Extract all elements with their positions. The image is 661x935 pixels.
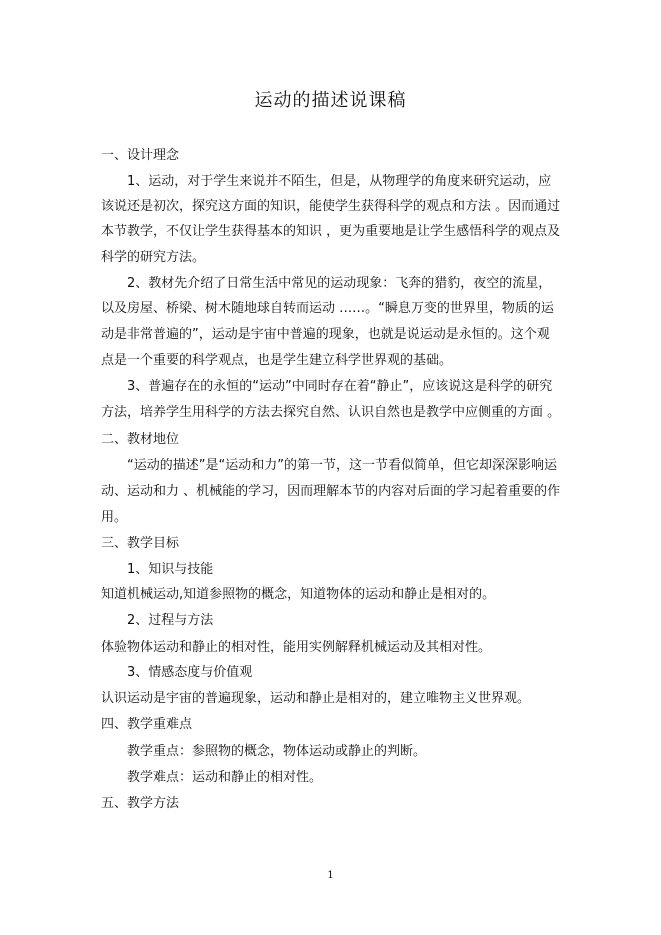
paragraph-line: 方法，培养学生用科学的方法去探究自然、认识自然也是教学中应侧重的方面 。 (101, 405, 561, 420)
paragraph-line: 动、运动和力 、机械能的学习，因而理解本节的内容对后面的学习起着重要的作 (101, 484, 561, 499)
paragraph-line: 1、运动，对于学生来说并不陌生，但是，从物理学的角度来研究运动，应 (127, 174, 552, 189)
paragraph-line: 用。 (101, 510, 128, 525)
paragraph-line: 2、教材先介绍了日常生活中常见的运动现象：飞奔的猎豹，夜空的流星， (127, 276, 552, 291)
subsection-heading: 3、情感态度与价值观 (127, 665, 253, 680)
paragraph-line: 体验物体运动和静止的相对性，能用实例解释机械运动及其相对性。 (101, 640, 492, 655)
paragraph-line: 以及房屋、桥梁、树木随地球自转而运动 ……。“瞬息万变的世界里，物质的运 (101, 301, 554, 316)
paragraph-line: “运动的描述”是“运动和力”的第一节，这一节看似简单，但它却深深影响运 (127, 458, 557, 473)
section-heading: 一、设计理念 (101, 148, 180, 163)
page-number: 1 (327, 870, 334, 881)
document-title: 运动的描述说课稿 (254, 90, 407, 111)
subsection-heading: 1、知识与技能 (127, 562, 214, 577)
paragraph-line: 本节教学，不仅让学生获得基本的知识 ，更为重要地是让学生感悟科学的观点及 (101, 224, 561, 239)
section-heading: 五、教学方法 (101, 796, 180, 811)
section-heading: 四、教学重难点 (101, 717, 193, 732)
paragraph-line: 该说还是初次，探究这方面的知识，能使学生获得科学的观点和方法 。因而通过 (101, 199, 561, 214)
paragraph-line: 动是非常普遍的”，运动是宇宙中普遍的现象，也就是说运动是永恒的。这个观 (101, 327, 550, 342)
paragraph-line: 认识运动是宇宙的普遍现象，运动和静止是相对的，建立唯物主义世界观。 (101, 691, 531, 706)
paragraph-line: 3、普遍存在的永恒的“运动”中同时存在着“静止”，应该说这是科学的研究 (127, 379, 553, 394)
paragraph-line: 科学的研究方法。 (101, 250, 206, 265)
paragraph-line: 点是一个重要的科学观点，也是学生建立科学世界观的基础。 (101, 353, 453, 368)
paragraph-line: 教学重点：参照物的概念，物体运动或静止的判断。 (127, 744, 427, 759)
subsection-heading: 2、过程与方法 (127, 613, 214, 628)
paragraph-line: 知道机械运动,知道参照物的概念，知道物体的运动和静止是相对的。 (101, 587, 496, 602)
section-heading: 二、教材地位 (101, 432, 180, 447)
paragraph-line: 教学难点：运动和静止的相对性。 (127, 770, 323, 785)
section-heading: 三、教学目标 (101, 536, 180, 551)
